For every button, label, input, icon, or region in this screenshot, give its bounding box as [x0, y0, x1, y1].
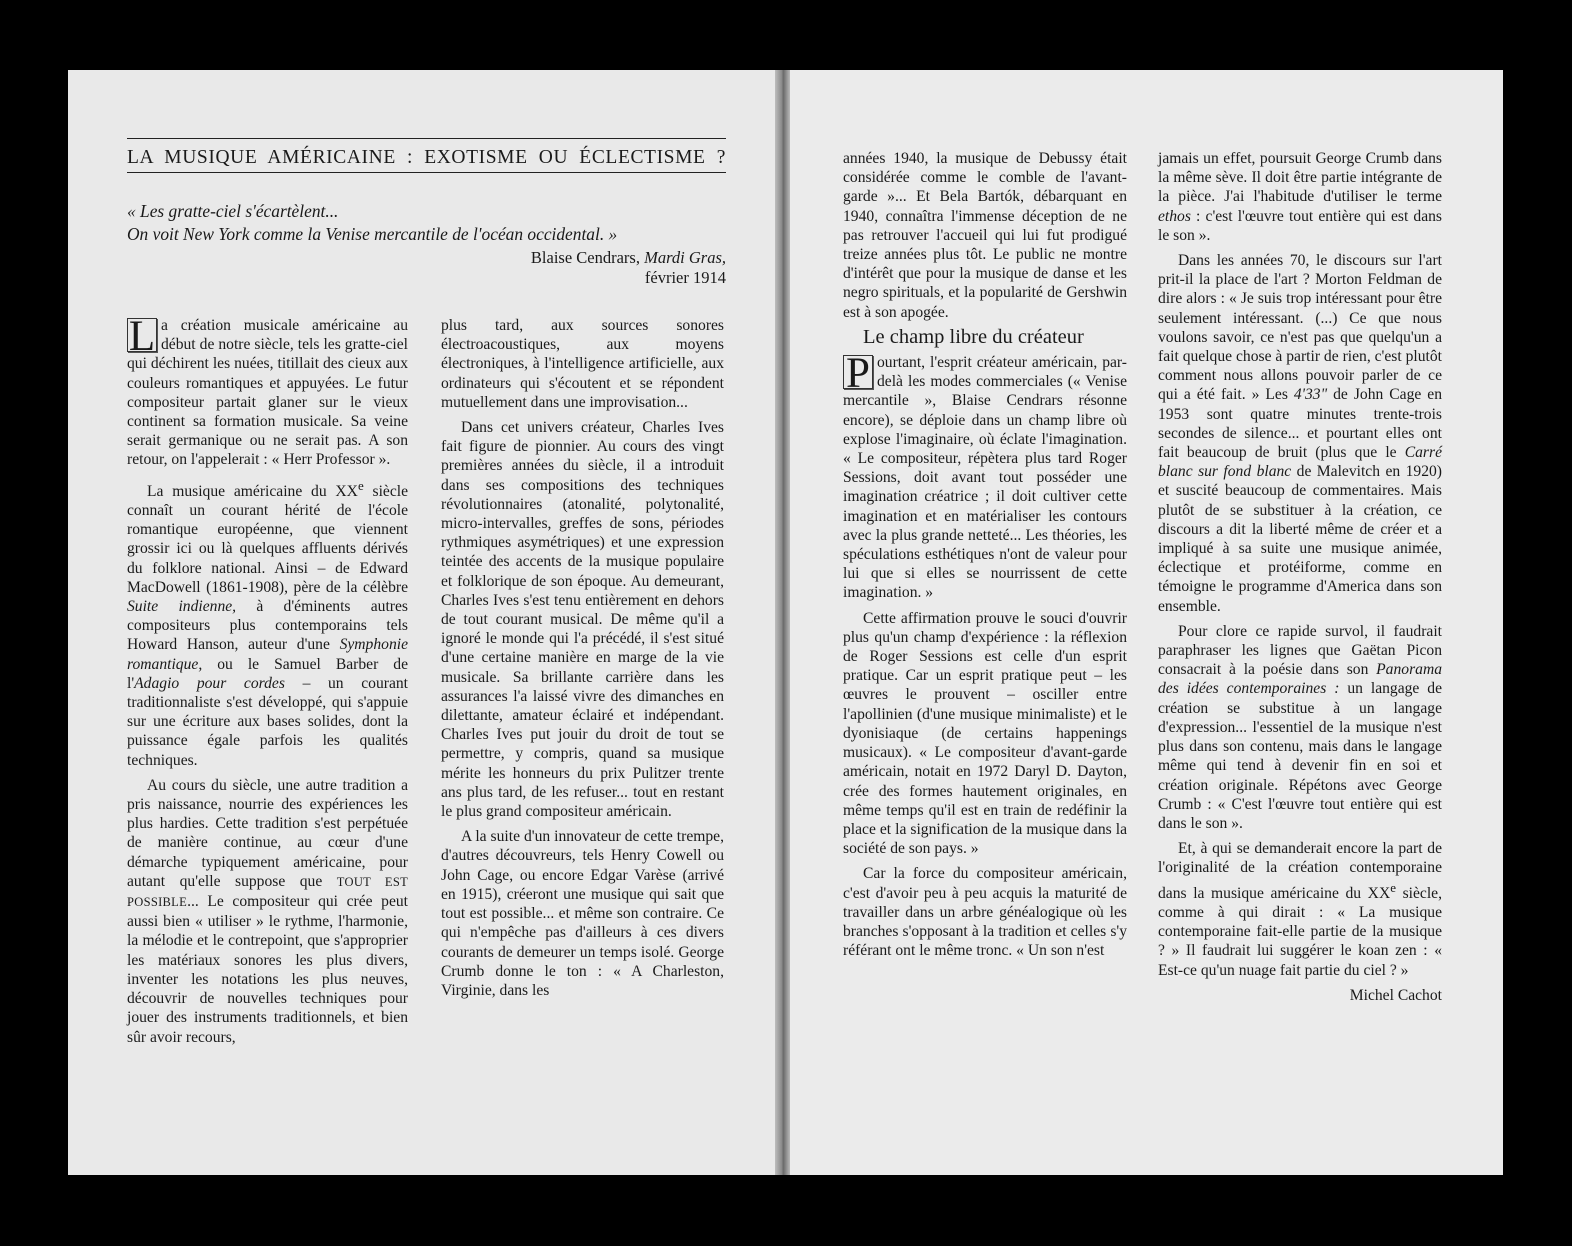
epigraph-date: février 1914: [644, 268, 726, 287]
paragraph: années 1940, la musique de Debussy était considérée comme le comble de l'avant-garde »... Et Bela Bartók, débarquant en 1940, connaîtra l'immense déception de ne pas retrouver l'accueil qui lui fut prodigué treize années plus tôt. Le public ne montre d'intérêt que pour la musique de danse et les negro spirituals, et la popularité de Gershwin est à son apogée.: [843, 150, 1127, 321]
drop-cap: L: [128, 313, 156, 360]
paragraph: La musique américaine du XXe siècle connaît un courant hérité de l'école romantique européenne, que viennent grossir ici ou là quelques affluents dérivés du folklore national. Ainsi – de Edward MacDowell (1861-1908), père de la célèbre Suite indienne, à d'éminents autres compositeurs plus contemporains tels Howard Hanson, auteur d'une Symphonie romantique, ou le Samuel Barber de l'Adagio pour cordes – un courant traditionnaliste s'est développé, qui s'appuie sur une écriture aux bases solides, dont la puissance égale parfois les qualités techniques.: [127, 477, 408, 769]
column-3: [843, 149, 1127, 966]
paragraph: Pour clore ce rapide survol, il faudrait paraphraser les lignes que Gaëtan Picon consacrait à la poésie dans son Panorama des idées contemporaines : un langage de création se substitue à un langage d'expression... l'essentiel de la musique n'est plus dans son contenu, mais dans le langage même qui tend à devenir fin en soi et création originale. Répétons avec George Crumb : « C'est l'œuvre tout entière qui est dans le son ».: [1158, 622, 1443, 832]
column-2: [441, 316, 724, 1006]
epigraph: [127, 200, 727, 246]
column-4: [1158, 149, 1442, 1011]
epigraph-line-1: « Les gratte-ciel s'écartèlent...: [127, 201, 339, 221]
paragraph: jamais un effet, poursuit George Crumb dans la même sève. Il doit être partie intégrante de la pièce. J'ai l'habitude d'utiliser le terme ethos : c'est l'œuvre tout entière qui est dans le son ».: [1158, 150, 1442, 244]
epigraph-line-2: On voit New York comme la Venise mercantile de l'océan occidental. »: [127, 224, 618, 244]
column-1: [127, 313, 409, 1053]
title-rule-top: [127, 138, 726, 139]
drop-cap: P: [843, 355, 873, 389]
paragraph: A la suite d'un innovateur de cette trempe, d'autres découvreurs, tels Henry Cowell ou John Cage, ou encore Edgar Varèse (arrivé en 1915), créeront une musique qui sait que tout est possible... et même son contraire. Ce qui n'empêche pas d'ailleurs à ces divers courants de demeurer un temps isolé. George Crumb donne le ton : « A Charleston, Virginie, dans les: [441, 828, 724, 999]
paragraph: Au cours du siècle, une autre tradition a pris naissance, nourrie des expériences les plus hardies. Cette tradition s'est perpétuée de manière continue, au cœur d'une démarche typiquement américaine, pour autant qu'elle suppose que TOUT EST POSSIBLE... Le compositeur qui crée peut aussi bien « utiliser » le rythme, l'harmonie, la mélodie et le contrepoint, que s'approprier les matériaux sonores les plus divers, inventer les notations les plus neuves, découvrir de nouvelles techniques pour jouer des instruments traditionnels, et bien sûr avoir recours,: [127, 776, 409, 1046]
epigraph-author: Blaise Cendrars,: [530, 248, 640, 267]
paragraph: Dans les années 70, le discours sur l'art prit-il la place de l'art ? Morton Feldman de dire alors : « Je suis trop intéressant pour être seulement intéressant. (...) Ce que nous voulons savoir, ce n'est pas que quelqu'un a fait quelque chose à partir de rien, c'est plutôt comment nous allons pouvoir parler de ce qui a été fait. » Les 4'33" de John Cage en 1953 sont quatre minutes trente-trois secondes de silence... et pourtant elles ont fait beaucoup de bruit (plus que le Carré blanc sur fond blanc de Malevitch en 1920) et suscité beaucoup de commentaires. Mais plutôt de se substituer à la création, ce discours a dit la liberté même de créer et a impliqué à sa suite une musique animée, éclectique et protéiforme, comme en témoigne le programme d'America dans son ensemble.: [1158, 252, 1442, 615]
article-title: LA MUSIQUE AMÉRICAINE : EXOTISME OU ÉCLECTISME ?: [127, 147, 726, 168]
paragraph: Car la force du compositeur américain, c'est d'avoir peu à peu acquis la maturité de travailler dans un arbre généalogique où les branches s'opposant à la tradition et celles s'y référant ont le même tronc. « Un son n'est: [843, 865, 1127, 960]
book-gutter: [775, 70, 790, 1175]
paragraph: Cette affirmation prouve le souci d'ouvrir plus qu'un champ d'expérience : la réflexion de Roger Sessions est celle d'un esprit pratique. Car un esprit pratique peut – les œuvres le prouvent – osciller entre l'apollinien (d'une musique minimaliste) et le dyonisiaque (de certains happenings musicaux). « Le compositeur d'avant-garde américain, notait en 1972 Daryl D. Dayton, crée des formes hautement originales, en même temps qu'il est en train de redéfinir la place et la signification de la musique dans la société de son pays. »: [843, 609, 1127, 858]
paragraph: Et, à qui se demanderait encore la part de l'originalité de la création contemporaine dans la musique américaine du XXe siècle, comme à qui dirait : « La musique contemporaine fait-elle partie de la musique ? » Il faudrait lui suggérer le koan zen : « Est-ce qu'un nuage fait partie du ciel ? »: [1158, 840, 1442, 979]
epigraph-work: Mardi Gras,: [644, 248, 726, 267]
paragraph: L a création musicale américaine au début de notre siècle, tels les gratte-ciel qui déchirent les nuées, titillait des cieux aux couleurs romantiques et appuyées. Le futur compositeur partait glaner sur le vieux continent sa formation musicale. Sa veine serait germanique ou ne serait pas. A son retour, on l'appelerait : « Herr Professor ».: [127, 313, 408, 469]
signature: Michel Cachot: [1349, 986, 1442, 1004]
epigraph-attribution: [531, 248, 726, 288]
title-rule-bottom: [127, 172, 726, 173]
paragraph: Dans cet univers créateur, Charles Ives fait figure de pionnier. Au cours des vingt premières années du siècle, il a introduit dans ses compositions des techniques révolutionnaires (atonalité, polytonalité, micro-intervalles, greffes de sons, périodes rythmiques asymétriques) et une expression teintée des accents de la musique populaire et folklorique de son époque. Au demeurant, Charles Ives s'est tenu entièrement en dehors de tout courant musical. De même qu'il a ignoré le monde qui l'a précédé, il s'est situé d'une certaine manière en marge de la vie musicale. Sa brillante carrière dans les assurances l'a laissé vivre des dimanches en dilettante, amateur éclairé et indépendant. Charles Ives put jouir du droit de tout se permettre, y compris, quand sa musique mérite les honneurs du prix Pulitzer trente ans plus tard, de les refuser... tout en restant le plus grand compositeur américain.: [441, 419, 724, 821]
paragraph: plus tard, aux sources sonores électroacoustiques, aux moyens électroniques, à l'intelligence artificielle, aux ordinateurs qui s'écoutent et se répondent mutuellement dans une improvisation...: [441, 317, 724, 411]
section-heading: Le champ libre du créateur: [863, 325, 1084, 348]
paragraph: P ourtant, l'esprit créateur américain, par-delà les modes commerciales (« Venise mercantile », Blaise Cendrars résonne encore), se déploie dans un champ libre où explose l'imaginaire, où éclate l'imagination. « Le compositeur, répètera plus tard Roger Sessions, doit avant tout posséder une imagination créatrice ; il doit cultiver cette imagination et en matérialiser les contours avec la plus grande netteté... Les théories, les spéculations esthétiques n'ont de valeur pour lui que si elles se nourrissent de cette imagination. »: [843, 350, 1127, 602]
